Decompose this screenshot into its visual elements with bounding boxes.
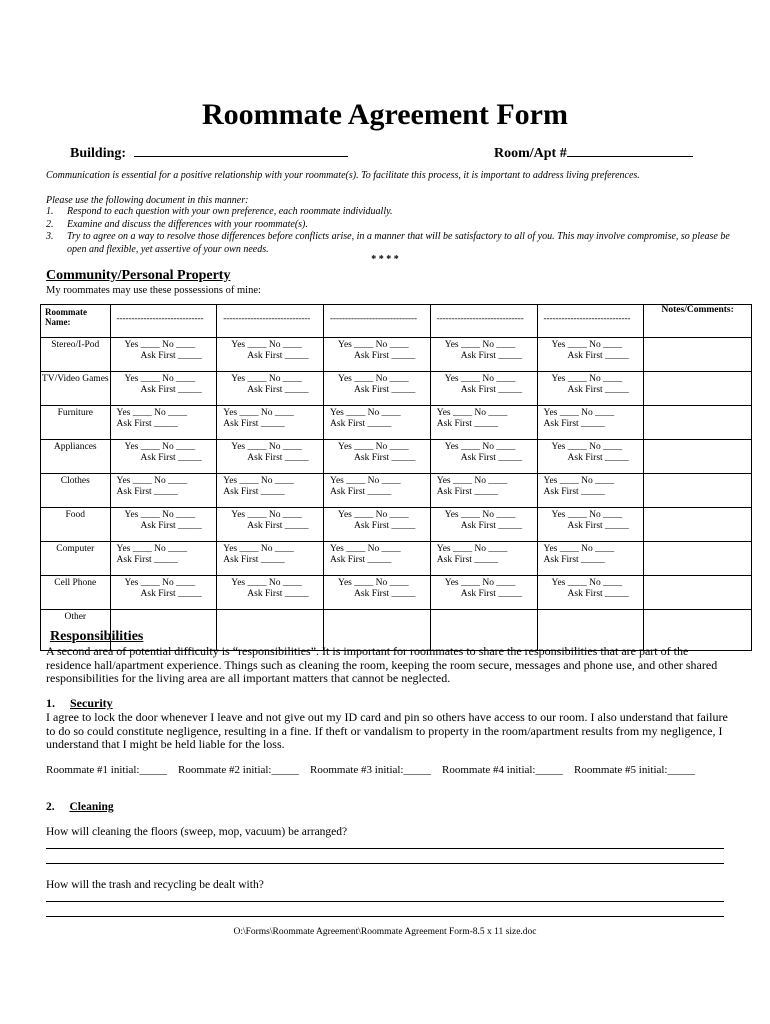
yes-no-options[interactable]: Yes ____ No ____ [543, 544, 615, 554]
permission-options [111, 440, 217, 464]
instruction-item [46, 219, 736, 232]
permission-options [324, 474, 430, 498]
answer-line-3[interactable] [46, 901, 724, 902]
table-row [41, 440, 752, 474]
yes-no-options[interactable]: Yes ____ No ____ [124, 578, 196, 588]
yes-no-options[interactable]: Yes ____ No ____ [124, 510, 196, 520]
name-cell-5[interactable] [537, 305, 644, 338]
permission-cell[interactable] [324, 474, 431, 508]
yes-no-options[interactable]: Yes ____ No ____ [444, 510, 516, 520]
table-row [41, 508, 752, 542]
roommate-initial-field[interactable]: Roommate #2 initial:_____ [178, 764, 299, 776]
ask-first-option[interactable]: Ask First _____ [140, 453, 202, 463]
yes-no-options[interactable]: Yes ____ No ____ [436, 476, 508, 486]
ask-first-option[interactable]: Ask First _____ [436, 555, 499, 565]
permission-cell[interactable] [110, 474, 217, 508]
yes-no-options[interactable]: Yes ____ No ____ [543, 476, 615, 486]
permission-cell[interactable] [217, 474, 324, 508]
permission-options [538, 372, 644, 396]
ask-first-option[interactable]: Ask First _____ [116, 419, 178, 429]
security-initials [46, 764, 736, 776]
permission-options [431, 440, 537, 464]
permission-cell[interactable] [537, 338, 644, 372]
yes-no-options[interactable]: Yes ____ No ____ [551, 340, 623, 350]
permission-cell[interactable] [324, 440, 431, 474]
ask-first-option[interactable]: Ask First _____ [223, 419, 285, 429]
ask-first-option[interactable]: Ask First _____ [460, 351, 523, 361]
permission-options [217, 542, 323, 566]
ask-first-option[interactable]: Ask First _____ [543, 419, 605, 429]
building-label: Building: [70, 146, 127, 161]
yes-no-options[interactable]: Yes ____ No ____ [223, 476, 294, 486]
building-room-row [70, 145, 710, 162]
permission-options [217, 440, 323, 464]
stars-divider: * * * * [371, 254, 399, 265]
yes-no-options[interactable]: Yes ____ No ____ [551, 374, 623, 384]
notes-cell[interactable] [644, 440, 752, 474]
permission-options [431, 474, 537, 498]
ask-first-option[interactable]: Ask First _____ [567, 589, 629, 599]
cleaning-number: 2. [46, 801, 55, 813]
footer-path: O:\Forms\Roommate Agreement\Roommate Agreement Form-8.5 x 11 size.doc [233, 927, 537, 937]
permission-cell[interactable] [537, 406, 644, 440]
yes-no-options[interactable]: Yes ____ No ____ [444, 442, 516, 452]
permission-cell[interactable] [217, 542, 324, 576]
roommate-initial-field[interactable]: Roommate #1 initial:_____ [46, 764, 167, 776]
permission-cell[interactable] [430, 576, 537, 610]
permission-cell[interactable] [217, 372, 324, 406]
cleaning-question-floors: How will cleaning the floors (sweep, mop, vacuum) be arranged? [46, 826, 348, 838]
yes-no-options[interactable]: Yes ____ No ____ [551, 510, 623, 520]
permission-options [538, 440, 644, 464]
ask-first-option[interactable]: Ask First _____ [247, 521, 309, 531]
permission-cell[interactable] [217, 440, 324, 474]
permission-options [431, 372, 537, 396]
notes-header-text: Notes/Comments: [661, 305, 734, 315]
name-blank-4: ----------------------------- [436, 313, 524, 323]
permission-cell[interactable] [110, 338, 217, 372]
ask-first-option[interactable]: Ask First _____ [223, 487, 285, 497]
yes-no-options[interactable]: Yes ____ No ____ [444, 374, 516, 384]
permission-cell[interactable] [110, 576, 217, 610]
notes-cell[interactable] [644, 372, 752, 406]
security-heading: Security [70, 696, 113, 710]
yes-no-options[interactable]: Yes ____ No ____ [551, 578, 623, 588]
table-row [41, 338, 752, 372]
ask-first-option[interactable]: Ask First _____ [567, 385, 629, 395]
responsibilities-text: A second area of potential difficulty is “responsibilities”. It is important for roommates to share the responsibilities that are part of the residence hall/apartment experience. Things such as cleaning the room, keeping the room secure, messages and phone use, and other shared responsibilities for the living area are all important matters that cannot be neglected. [46, 644, 718, 685]
security-number: 1. [46, 696, 55, 710]
permission-cell[interactable] [217, 508, 324, 542]
notes-cell[interactable] [644, 406, 752, 440]
page-title: Roommate Agreement Form [202, 98, 568, 131]
item-label: Other [41, 610, 111, 651]
permission-options [538, 576, 644, 600]
permission-options [538, 508, 644, 532]
intro-text: Communication is essential for a positive relationship with your roommate(s). To facilitate this process, it is important to address living preferences. [46, 170, 640, 181]
yes-no-options[interactable]: Yes ____ No ____ [231, 578, 302, 588]
permission-cell[interactable] [537, 542, 644, 576]
ask-first-option[interactable]: Ask First _____ [247, 453, 309, 463]
ask-first-option[interactable]: Ask First _____ [140, 521, 202, 531]
yes-no-options[interactable]: Yes ____ No ____ [124, 374, 196, 384]
instructions-list [46, 206, 736, 256]
permission-options [217, 474, 323, 498]
permission-cell[interactable] [110, 440, 217, 474]
instruction-text: Examine and discuss the differences with your roommate(s). [67, 218, 308, 230]
table-row [41, 372, 752, 406]
yes-no-options[interactable]: Yes ____ No ____ [330, 544, 401, 554]
name-blank-3: ----------------------------- [330, 313, 417, 323]
answer-line-1[interactable] [46, 848, 724, 849]
permission-cell[interactable] [324, 576, 431, 610]
name-cell-1[interactable] [110, 305, 217, 338]
cleaning-heading-row [46, 801, 736, 815]
table-header-row [41, 305, 752, 338]
permission-cell[interactable] [217, 406, 324, 440]
roommate-initial-field[interactable]: Roommate #5 initial:_____ [574, 764, 695, 776]
yes-no-options[interactable]: Yes ____ No ____ [338, 578, 409, 588]
room-blank[interactable] [567, 145, 693, 157]
ask-first-option[interactable]: Ask First _____ [354, 521, 416, 531]
permission-options [111, 542, 217, 566]
permission-options [217, 372, 323, 396]
permission-options [431, 338, 537, 362]
permission-cell[interactable] [537, 440, 644, 474]
permission-options [324, 508, 430, 532]
yes-no-options[interactable]: Yes ____ No ____ [231, 510, 302, 520]
cleaning-question-trash: How will the trash and recycling be dealt with? [46, 879, 264, 891]
yes-no-options[interactable]: Yes ____ No ____ [223, 408, 294, 418]
ask-first-option[interactable]: Ask First _____ [354, 351, 416, 361]
yes-no-options[interactable]: Yes ____ No ____ [338, 510, 409, 520]
permission-options [324, 372, 430, 396]
yes-no-options[interactable]: Yes ____ No ____ [116, 476, 188, 486]
yes-no-options[interactable]: Yes ____ No ____ [444, 578, 516, 588]
instruction-number: 2. [46, 218, 54, 230]
name-blank-2: ----------------------------- [223, 313, 311, 323]
permission-cell[interactable] [537, 576, 644, 610]
permission-options [111, 372, 217, 396]
instruction-text: Try to agree on a way to resolve those differences before conflicts arise, in a manner that will be satisfactory to all of you. This may involve compromise, so please be open and flexible, yet assertive of your own needs. [67, 231, 730, 255]
responsibilities-heading: Responsibilities [50, 629, 144, 644]
permission-cell[interactable] [430, 338, 537, 372]
roommate-name-header-text: Roommate Name: [45, 307, 87, 327]
permission-cell[interactable] [430, 508, 537, 542]
name-cell-3[interactable] [324, 305, 431, 338]
ask-first-option[interactable]: Ask First _____ [354, 589, 416, 599]
ask-first-option[interactable]: Ask First _____ [247, 351, 309, 361]
permission-cell[interactable] [110, 542, 217, 576]
permission-cell[interactable] [110, 372, 217, 406]
community-heading: Community/Personal Property [46, 268, 231, 283]
ask-first-option[interactable]: Ask First _____ [543, 487, 605, 497]
permission-cell[interactable] [537, 372, 644, 406]
permission-options [431, 406, 537, 430]
permission-options [111, 576, 217, 600]
ask-first-option[interactable]: Ask First _____ [116, 487, 178, 497]
yes-no-options[interactable]: Yes ____ No ____ [223, 544, 294, 554]
permission-options [217, 576, 323, 600]
instruction-item [46, 206, 736, 219]
property-table [40, 304, 752, 651]
yes-no-options[interactable]: Yes ____ No ____ [338, 340, 409, 350]
item-label: Stereo/I-Pod [41, 338, 111, 372]
yes-no-options[interactable]: Yes ____ No ____ [338, 442, 409, 452]
item-label: Food [41, 508, 111, 542]
permission-cell[interactable] [324, 338, 431, 372]
permission-options [324, 338, 430, 362]
cleaning-heading: Cleaning [69, 801, 114, 813]
ask-first-option[interactable]: Ask First _____ [354, 385, 416, 395]
permission-cell[interactable] [537, 508, 644, 542]
permission-cell[interactable] [110, 508, 217, 542]
permission-options [111, 406, 217, 430]
roommate-initial-field[interactable]: Roommate #3 initial:_____ [310, 764, 431, 776]
ask-first-option[interactable]: Ask First _____ [460, 385, 523, 395]
ask-first-option[interactable]: Ask First _____ [140, 385, 202, 395]
ask-first-option[interactable]: Ask First _____ [247, 589, 309, 599]
permission-options [431, 542, 537, 566]
ask-first-option[interactable]: Ask First _____ [460, 589, 523, 599]
permission-options [324, 406, 430, 430]
instruction-item [46, 231, 736, 256]
permission-options [324, 576, 430, 600]
permission-cell[interactable] [324, 406, 431, 440]
yes-no-options[interactable]: Yes ____ No ____ [330, 476, 401, 486]
room-field [494, 145, 693, 162]
ask-first-option[interactable]: Ask First _____ [436, 487, 499, 497]
permission-cell[interactable] [430, 542, 537, 576]
permission-cell[interactable] [217, 576, 324, 610]
roommate-initial-field[interactable]: Roommate #4 initial:_____ [442, 764, 563, 776]
permission-options [538, 406, 644, 430]
permission-options [431, 576, 537, 600]
item-label: Appliances [41, 440, 111, 474]
permission-options [111, 508, 217, 532]
permission-options [431, 508, 537, 532]
ask-first-option[interactable]: Ask First _____ [116, 555, 178, 565]
instruction-number: 3. [46, 231, 54, 242]
ask-first-option[interactable]: Ask First _____ [460, 521, 523, 531]
yes-no-options[interactable]: Yes ____ No ____ [116, 544, 188, 554]
instructions-heading: Please use the following document in this manner: [46, 195, 249, 206]
permission-cell[interactable] [110, 406, 217, 440]
yes-no-options[interactable]: Yes ____ No ____ [551, 442, 623, 452]
ask-first-option[interactable]: Ask First _____ [330, 487, 392, 497]
ask-first-option[interactable]: Ask First _____ [247, 385, 309, 395]
ask-first-option[interactable]: Ask First _____ [543, 555, 605, 565]
notes-cell[interactable] [644, 576, 752, 610]
ask-first-option[interactable]: Ask First _____ [567, 351, 629, 361]
ask-first-option[interactable]: Ask First _____ [567, 453, 629, 463]
yes-no-options[interactable]: Yes ____ No ____ [436, 544, 508, 554]
permission-options [217, 406, 323, 430]
notes-cell[interactable] [644, 338, 752, 372]
permission-options [538, 474, 644, 498]
yes-no-options[interactable]: Yes ____ No ____ [231, 442, 302, 452]
permission-cell[interactable] [537, 474, 644, 508]
yes-no-options[interactable]: Yes ____ No ____ [338, 374, 409, 384]
table-row [41, 576, 752, 610]
ask-first-option[interactable]: Ask First _____ [330, 555, 392, 565]
instruction-text: Respond to each question with your own preference, each roommate individually. [67, 206, 393, 217]
permission-options [324, 440, 430, 464]
ask-first-option[interactable]: Ask First _____ [223, 555, 285, 565]
item-label: Furniture [41, 406, 111, 440]
ask-first-option[interactable]: Ask First _____ [436, 419, 499, 429]
table-row [41, 406, 752, 440]
yes-no-options[interactable]: Yes ____ No ____ [124, 340, 196, 350]
permission-cell[interactable] [324, 508, 431, 542]
permission-cell[interactable] [430, 372, 537, 406]
security-text: I agree to lock the door whenever I leave and not give out my ID card and pin so others have access to our room. I also understand that failure to do so could constitute negligence, resulting in a fine. If theft or vandalism to property in the room/apartment results from my negligence, I understand that I might be held liable for the loss. [46, 710, 728, 751]
permission-cell[interactable] [430, 406, 537, 440]
room-label: Room/Apt # [494, 146, 567, 161]
permission-options [217, 508, 323, 532]
notes-cell[interactable] [644, 474, 752, 508]
ask-first-option[interactable]: Ask First _____ [460, 453, 523, 463]
yes-no-options[interactable]: Yes ____ No ____ [231, 374, 302, 384]
permission-cell[interactable] [430, 440, 537, 474]
yes-no-options[interactable]: Yes ____ No ____ [124, 442, 196, 452]
ask-first-option[interactable]: Ask First _____ [567, 521, 629, 531]
ask-first-option[interactable]: Ask First _____ [140, 351, 202, 361]
name-cell-4[interactable] [430, 305, 537, 338]
item-label: Clothes [41, 474, 111, 508]
notes-cell[interactable] [644, 542, 752, 576]
security-heading-row [46, 697, 736, 711]
ask-first-option[interactable]: Ask First _____ [354, 453, 416, 463]
permission-cell[interactable] [217, 338, 324, 372]
permission-options [324, 542, 430, 566]
answer-line-2[interactable] [46, 863, 724, 864]
table-row [41, 474, 752, 508]
notes-header [644, 305, 752, 338]
notes-cell[interactable] [644, 508, 752, 542]
table-row [41, 542, 752, 576]
permission-cell[interactable] [324, 542, 431, 576]
yes-no-options[interactable]: Yes ____ No ____ [231, 340, 302, 350]
item-label: Cell Phone [41, 576, 111, 610]
instruction-number: 1. [46, 206, 54, 217]
answer-line-4[interactable] [46, 916, 724, 917]
name-blank-1: ----------------------------- [116, 313, 204, 323]
permission-options [111, 338, 217, 362]
yes-no-options[interactable]: Yes ____ No ____ [330, 408, 401, 418]
name-cell-2[interactable] [217, 305, 324, 338]
community-subtext: My roommates may use these possessions of mine: [46, 285, 261, 296]
permission-options [538, 542, 644, 566]
name-blank-5: ----------------------------- [543, 313, 631, 323]
permission-cell[interactable] [430, 474, 537, 508]
yes-no-options[interactable]: Yes ____ No ____ [444, 340, 516, 350]
ask-first-option[interactable]: Ask First _____ [330, 419, 392, 429]
item-label: TV/Video Games [41, 372, 111, 406]
yes-no-options[interactable]: Yes ____ No ____ [543, 408, 615, 418]
building-blank[interactable] [134, 145, 348, 157]
permission-options [217, 338, 323, 362]
ask-first-option[interactable]: Ask First _____ [140, 589, 202, 599]
permission-cell[interactable] [324, 372, 431, 406]
permission-options [111, 474, 217, 498]
yes-no-options[interactable]: Yes ____ No ____ [116, 408, 188, 418]
item-label: Computer [41, 542, 111, 576]
permission-options [538, 338, 644, 362]
roommate-name-header [41, 305, 111, 338]
yes-no-options[interactable]: Yes ____ No ____ [436, 408, 508, 418]
